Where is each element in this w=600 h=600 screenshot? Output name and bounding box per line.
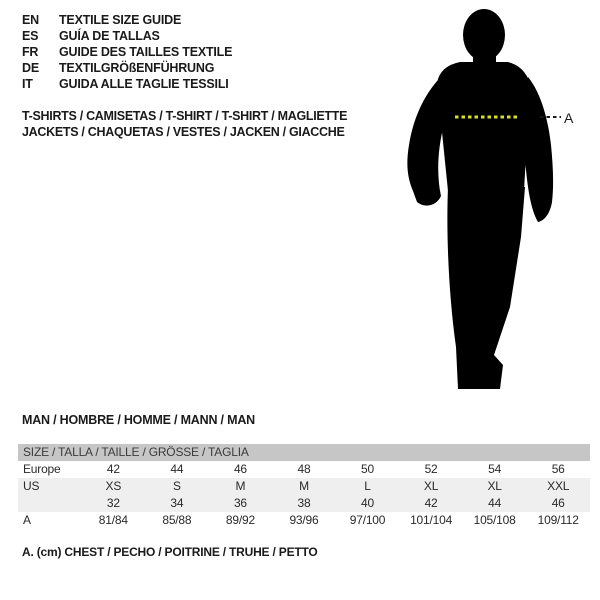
language-row-de [22, 60, 232, 76]
language-list [22, 12, 232, 92]
category-block [22, 109, 347, 140]
size-cell: 85/88 [162, 513, 192, 527]
size-cell: 40 [336, 495, 400, 512]
row-label: Europe [23, 462, 61, 476]
size-cell: 97/100 [349, 513, 386, 527]
language-title: GUÍA DE TALLAS [59, 29, 160, 43]
size-cell: XXL [526, 478, 590, 495]
size-cell: XL [399, 478, 463, 495]
row-label: US [18, 478, 82, 495]
size-cell: 34 [145, 495, 209, 512]
size-cell: XL [463, 478, 527, 495]
size-cell: 105/108 [473, 513, 516, 527]
measurement-footnote: A. (cm) CHEST / PECHO / POITRINE / TRUHE / PETTO [22, 545, 318, 559]
table-row-chest-a [18, 512, 590, 529]
size-cell: XS [82, 478, 146, 495]
language-code: IT [22, 77, 33, 91]
man-silhouette-svg [402, 5, 574, 393]
language-code: ES [22, 29, 39, 43]
size-cell: 93/96 [289, 513, 319, 527]
size-cell: 101/104 [410, 513, 453, 527]
size-cell: 44 [463, 495, 527, 512]
language-row-fr [22, 44, 232, 60]
size-cell: 52 [424, 462, 438, 476]
size-cell: 42 [399, 495, 463, 512]
size-cell: 50 [361, 462, 374, 476]
language-title: TEXTILGRÖßENFÜHRUNG [59, 61, 215, 75]
language-code: FR [22, 45, 39, 59]
man-silhouette-shape [407, 9, 553, 389]
table-row-us [18, 478, 590, 495]
language-title: GUIDE DES TAILLES TEXTILE [59, 45, 233, 59]
section-title-man: MAN / HOMBRE / HOMME / MANN / MAN [22, 413, 255, 427]
size-cell: M [209, 478, 273, 495]
language-row-en [22, 12, 232, 28]
size-cell: 38 [272, 495, 336, 512]
size-cell: 89/92 [225, 513, 255, 527]
size-cell: 36 [209, 495, 273, 512]
language-title: TEXTILE SIZE GUIDE [59, 13, 182, 27]
size-cell: 109/112 [537, 513, 579, 527]
size-cell: 56 [551, 462, 565, 476]
size-cell: S [145, 478, 209, 495]
measurement-label-a: A [564, 110, 574, 126]
row-label: A [23, 513, 31, 527]
size-cell: 32 [82, 495, 146, 512]
category-line-tshirts: T-SHIRTS / CAMISETAS / T-SHIRT / T-SHIRT / MAGLIETTE [22, 109, 348, 123]
language-code: DE [22, 61, 39, 75]
size-cell: 48 [297, 462, 311, 476]
size-table-header: SIZE / TALLA / TAILLE / GRÖSSE / TAGLIA [18, 444, 590, 461]
size-cell: M [272, 478, 336, 495]
size-cell: 46 [526, 495, 590, 512]
size-cell: L [336, 478, 400, 495]
size-table [18, 444, 590, 529]
category-line-jackets: JACKETS / CHAQUETAS / VESTES / JACKEN / GIACCHE [22, 124, 345, 139]
size-table-header-row [18, 444, 590, 461]
size-cell: 54 [488, 462, 502, 476]
man-silhouette-figure [402, 5, 574, 393]
row-label [18, 495, 82, 512]
size-cell: 42 [106, 462, 120, 476]
table-row-europe [18, 461, 590, 478]
size-cell: 46 [233, 462, 247, 476]
size-cell: 81/84 [98, 513, 128, 527]
size-cell: 44 [170, 462, 184, 476]
language-row-it [22, 76, 232, 92]
language-row-es [22, 28, 232, 44]
language-code: EN [22, 13, 39, 27]
table-row-numeric [18, 495, 590, 512]
language-title: GUIDA ALLE TAGLIE TESSILI [59, 77, 229, 91]
